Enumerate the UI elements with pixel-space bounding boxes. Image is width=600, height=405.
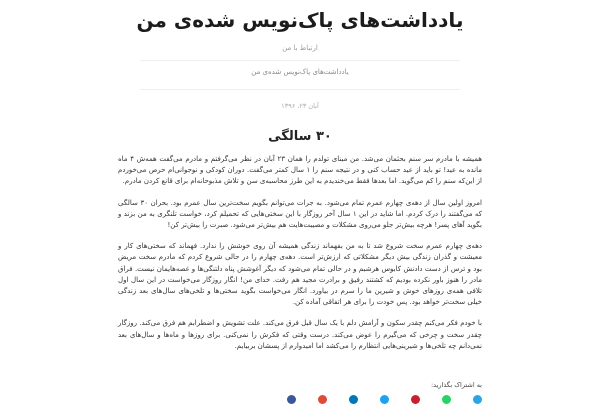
subtitle-divider <box>140 89 460 90</box>
post-title: ۳۰ سالگی <box>268 129 332 144</box>
contact-link[interactable]: ارتباط با من <box>282 44 318 52</box>
post-date: آبان ۲۳، ۱۳۹۶ <box>281 102 319 110</box>
post-content <box>118 154 482 362</box>
share-label: به اشتراک بگذارید: <box>430 381 482 389</box>
paragraph: امروز اولین سال از دهه‌ی چهارم عمرم تمام می‌شود. به جرات می‌توانم بگویم سخت‌ترین سال عمرم بود. بحران ۳۰ سالگی که می‌گفتند را درک کردم. اما شاید در این ۱ سال آخر روزگار با این سختی‌هایی که تحمیلم کرد، خواست تلنگری به من بزند و بگوید آهای پسر! هرچه بیش‌تر جلو می‌روی مشکلات و مصیبت‌هایت هم بیش‌تر می‌شود. صبرت را بیش‌تر کن! <box>118 198 482 230</box>
paragraph: همیشه با مادرم سر سنم بحثمان می‌شد. من مبنای تولدم را همان ۲۳ آبان در نظر می‌گرفتم و مادرم می‌گفت همه‌ش ۴ ماه مانده به عید! تو باید از عید حساب کنی و در نتیجه سنم را ۱ سال کمتر می‌گفت. دوران کودکی و نوجوانی‌ام حرص می‌خوردم از این‌که سنم را کم می‌گوید. اما بعدها فقط می‌خندیدم به این طرز محاسبه‌ی سن و تلاش مذبوحانه‌ام برای قانع کردن مادرم. <box>118 155 482 186</box>
paragraph: با خودم فکر می‌کنم چقدر سکون و آرامش دلم با یک سال قبل فرق می‌کند. علت تشویش و اضطرابم هم فرق می‌کند. روزگار چقدر سخت و چرخی که می‌گیرم را عوض می‌کند. درست وقتی که فکرش را نمی‌کنی. برای روزها و ماه‌ها و سال‌های بعد نمی‌دانم چه تلخی‌ها و شیرینی‌هایی انتظارم را می‌کشد اما امیدوارم از پسشان بربیایم. <box>118 319 482 350</box>
header-divider <box>140 60 460 61</box>
paragraph: دهه‌ی چهارم عمرم سخت شروع شد تا به من بفهماند زندگی همیشه آن روی خوشش را ندارد. فهماند که سختی‌های کار و معیشت و گذران زندگی بیش دیگر مشکلاتی که ارزش‌تر است. دهه‌ی چهارم را در حالی شروع کردم که مادرم سخت مریض بود و ترس از دست دادنش کابوس هرشبم و در حالی تمام می‌شود که دیگر آغوشش پناه دلتنگی‌ها و غصه‌هایمان نیست. فراق مادر را هنوز باور نکرده بودیم که کشتند رفیق و برادرت مجید هم رفت. خدای من! انگار روزگار می‌خواست در این سال اول تلافی همه‌ی روزهای خوش و شیرین ما را سرم در بیاورد. انگار می‌خواست بگوید سختی‌ها و تلخی‌های سال‌های بعد زندگی خیلی سخت‌تر خواهد بود. پس خودت را برای هر اتفاقی آماده کن. <box>118 242 482 307</box>
site-subtitle: یادداشت‌های پاک‌نویس شده‌ی من <box>251 68 349 76</box>
share-buttons <box>118 395 482 405</box>
site-title[interactable]: یادداشت‌های پاک‌نویس شده‌ی من <box>136 8 464 32</box>
